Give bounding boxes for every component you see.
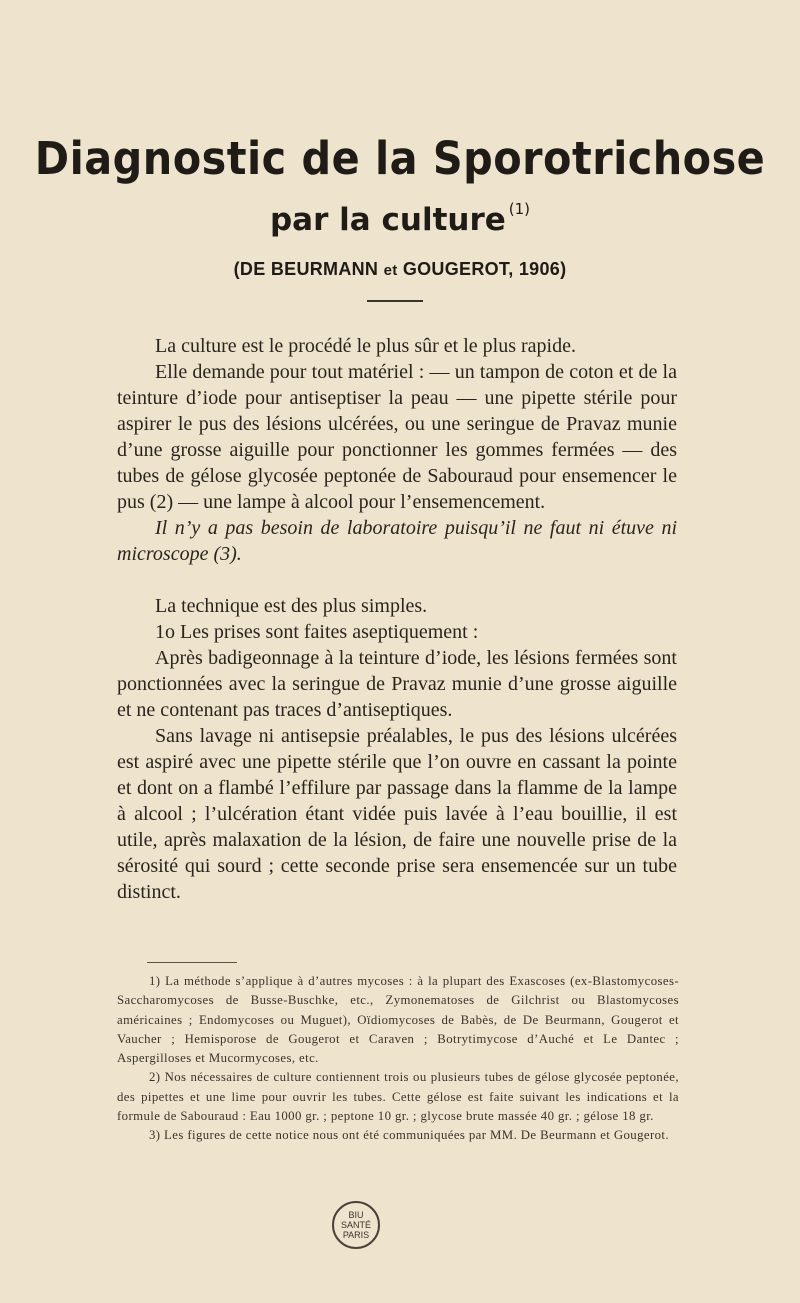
page-title: Diagnostic de la Sporotrichose <box>34 132 766 185</box>
library-stamp <box>332 1201 380 1249</box>
title-divider <box>367 300 423 302</box>
stamp-line-3: PARIS <box>342 1230 370 1240</box>
authors-part-1: (DE BEURMANN <box>233 259 379 279</box>
paragraph-5: 1o Les prises sont faites aseptiquement : <box>155 621 479 643</box>
paragraph-6: Après badigeonnage à la teinture d’iode, les lésions fermées sont ponctionnées avec la seringue de Pravaz munie d’une grosse aiguille et ne contenant pas traces d’antiseptiques. <box>117 647 677 721</box>
paragraph-7: Sans lavage ni antisepsie préalables, le pus des lésions ulcérées est aspiré avec une pipette stérile que l’on ouvre en cassant la pointe et dont on a flambé l’effilure par passage dans la flamme de la lampe à alcool ; l’ulcération étant vidée puis lavée à l’eau bouillie, il est utile, après malaxation de la lésion, de faire une nouvelle prise de la sérosité qui sourd ; cette seconde prise sera ensemencée sur un tube distinct. <box>117 725 677 903</box>
stamp-line-2: SANTÉ <box>340 1220 371 1230</box>
paragraph-3: Il n’y a pas besoin de laboratoire puisqu’il ne faut ni étuve ni microscope (3). <box>117 517 677 565</box>
stamp-line-1: BIU <box>348 1210 364 1220</box>
authors-line <box>0 259 800 280</box>
paragraph-2: Elle demande pour tout matériel : — un tampon de coton et de la teinture d’iode pour antiseptiser la peau — une pipette stérile pour aspirer le pus des lésions ulcérées, ou une seringue de Pravaz munie d’une grosse aiguille pour ponctionner les gommes fermées — des tubes de gélose glycosée peptonée de Sabouraud pour ensemencer le pus (2) — une lampe à alcool pour l’ensemencement. <box>117 361 677 513</box>
paragraph-4: La technique est des plus simples. <box>155 595 428 617</box>
footnotes <box>117 972 679 1146</box>
subtitle-text: par la culture <box>269 202 506 238</box>
authors-part-2: GOUGEROT, 1906) <box>402 259 567 279</box>
body-text <box>117 333 677 905</box>
footnote-1: 1) La méthode s’applique à d’autres mycoses : à la plupart des Exascoses (ex-Blastomycoses-Saccharomycoses de Busse-Buschke, etc., Zymonematoses de Gilchrist ou Blastomycoses américaines ; Endomycoses ou Muguet), Oïdiomycoses de Babès, de De Beurmann, Gougerot et Vaucher ; Hemisporose de Gougerot et Caraven ; Botrytimycose d’Auché et Le Dantec ; Aspergilloses et Mucormycoses, etc. <box>117 974 679 1066</box>
footnote-divider <box>147 962 237 963</box>
subtitle-footnote-ref: (1) <box>508 200 531 218</box>
footnote-2: 2) Nos nécessaires de culture contiennent trois ou plusieurs tubes de gélose glycosée peptonée, des pipettes et une lime pour ouvrir les tubes. Cette gélose est faite suivant les indications et la formule de Sabouraud : Eau 1000 gr. ; peptone 10 gr. ; glycose brute massée 40 gr. ; gélose 18 gr. <box>117 1070 679 1124</box>
paragraph-spacer <box>117 567 677 593</box>
page-subtitle <box>0 200 800 238</box>
paragraph-1: La culture est le procédé le plus sûr et le plus rapide. <box>155 335 576 357</box>
authors-et: et <box>383 262 398 279</box>
footnote-3: 3) Les figures de cette notice nous ont été communiquées par MM. De Beurmann et Gougerot. <box>149 1128 669 1143</box>
